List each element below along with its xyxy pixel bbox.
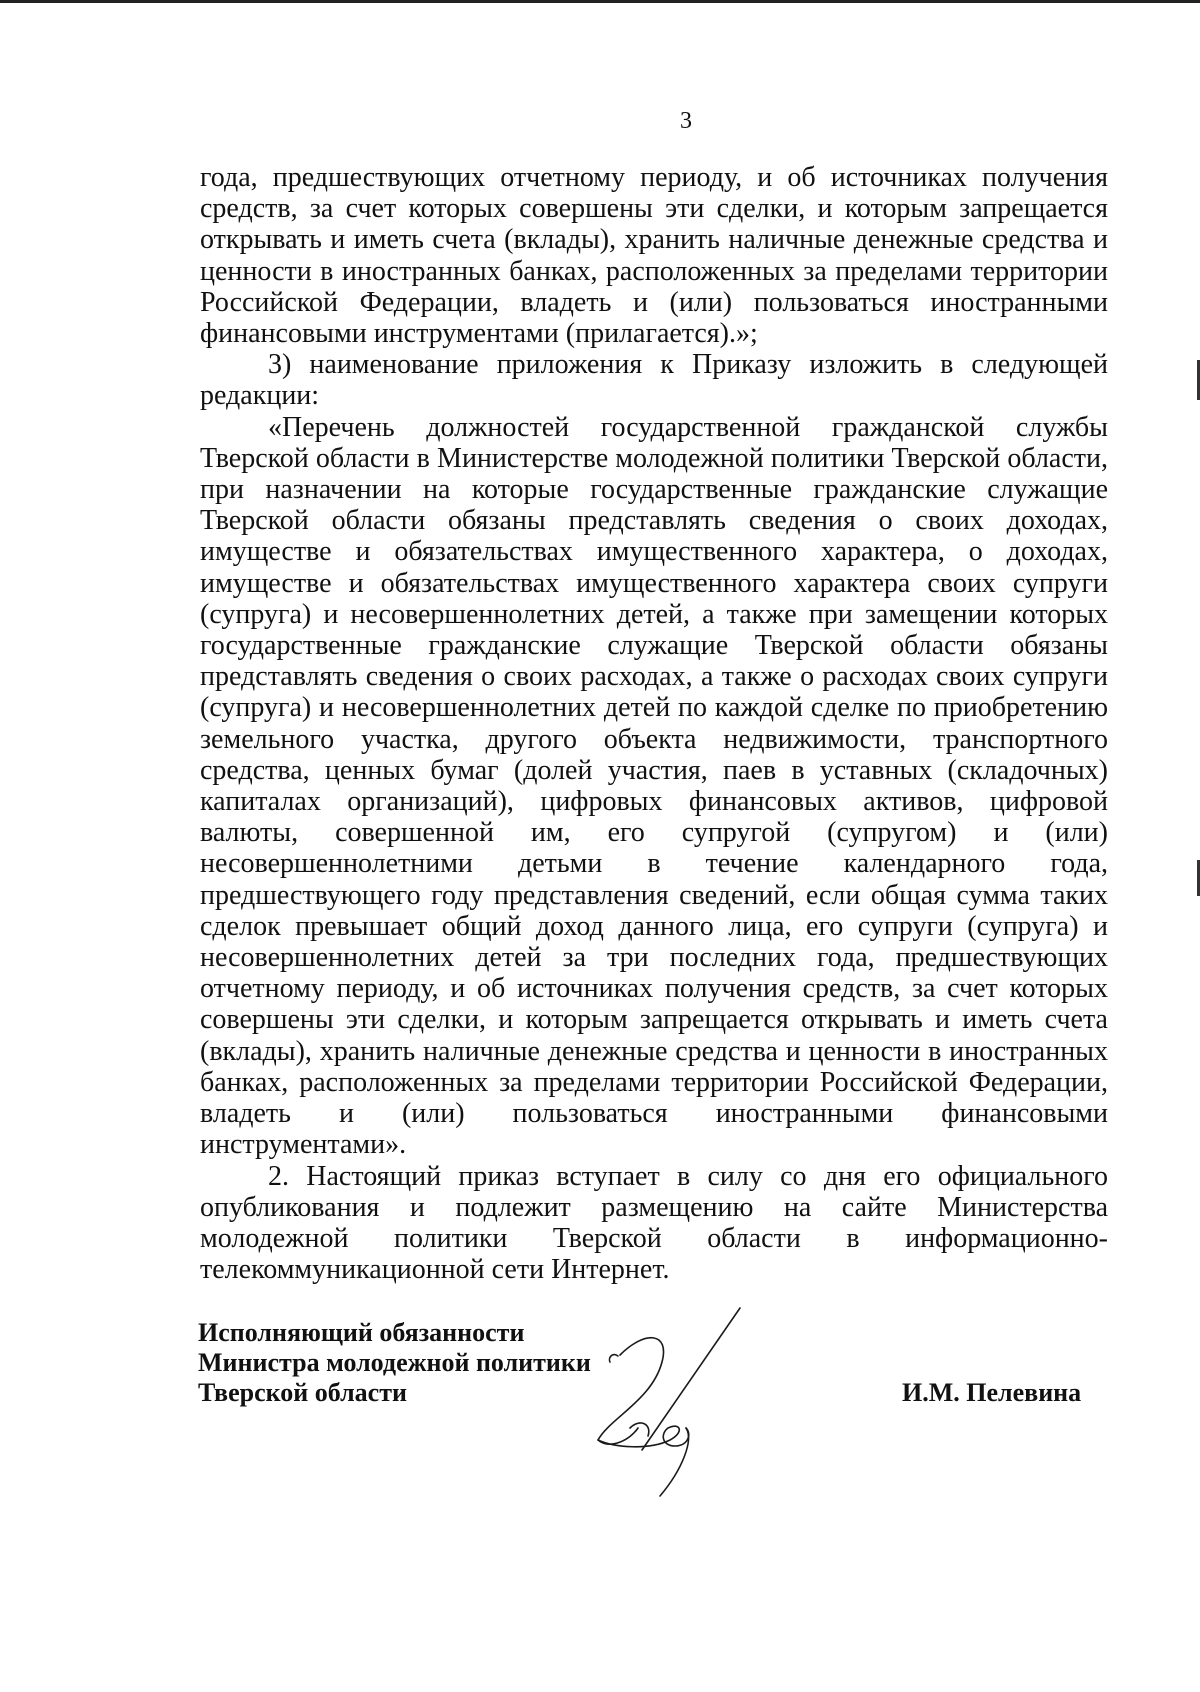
scan-top-edge <box>0 0 1200 3</box>
paragraph-appendix-title: «Перечень должностей государственной гражданской службы Тверской области в Министерстве молодежной политики Тверской области, при назначении на которые государственные гражданские служащие Тверской области обязаны представлять сведения о своих доходах, имуществе и обязательствах имущественного характера, о доходах, имуществе и обязательствах имущественного характера своих супруги (супруга) и несовершеннолетних детей, а также при замещении которых государственные гражданские служащие Тверской области обязаны представлять сведения о своих расходах, а также о расходах своих супруги (супруга) и несовершеннолетних детей по каждой сделке по приобретению земельного участка, другого объекта недвижимости, транспортного средства, ценных бумаг (долей участия, паев в уставных (складочных) капиталах организаций), цифровых финансовых активов, цифровой валюты, совершенной им, его супругой (супругом) и (или) несовершеннолетними детьми в течение календарного года, предшествующего году представления сведений, если общая сумма таких сделок превышает общий доход данного лица, его супруги (супруга) и несовершеннолетних детей за три последних года, предшествующих отчетному периоду, и об источниках получения средств, за счет которых совершены эти сделки, и которым запрещается открывать и иметь счета (вклады), хранить наличные денежные средства и ценности в иностранных банках, расположенных за пределами территории Российской Федерации, владеть и (или) пользоваться иностранными финансовыми инструментами». <box>200 411 1108 1161</box>
paragraph-item-3: 3) наименование приложения к Приказу изложить в следующей редакции: <box>200 349 1108 412</box>
signatory-title-line: Исполняющий обязанности <box>198 1318 525 1347</box>
handwritten-signature <box>590 1300 750 1500</box>
page-number: 3 <box>680 108 692 134</box>
signatory-title <box>198 1318 591 1408</box>
signatory-title-line: Министра молодежной политики <box>198 1348 591 1377</box>
signatory-title-line: Тверской области <box>198 1378 407 1407</box>
document-body <box>200 162 1108 1285</box>
paragraph-item-2: 2. Настоящий приказ вступает в силу со дня его официального опубликования и подлежит размещению на сайте Министерства молодежной политики Тверской области в информационно-телекоммуникационной сети Интернет. <box>200 1160 1108 1286</box>
signatory-name: И.М. Пелевина <box>902 1378 1082 1407</box>
paragraph-continuation: года, предшествующих отчетному периоду, и об источниках получения средств, за счет которых совершены эти сделки, и которым запрещается открывать и иметь счета (вклады), хранить наличные денежные средства и ценности в иностранных банках, расположенных за пределами территории Российской Федерации, владеть и (или) пользоваться иностранными финансовыми инструментами (прилагается).»; <box>200 162 1108 350</box>
